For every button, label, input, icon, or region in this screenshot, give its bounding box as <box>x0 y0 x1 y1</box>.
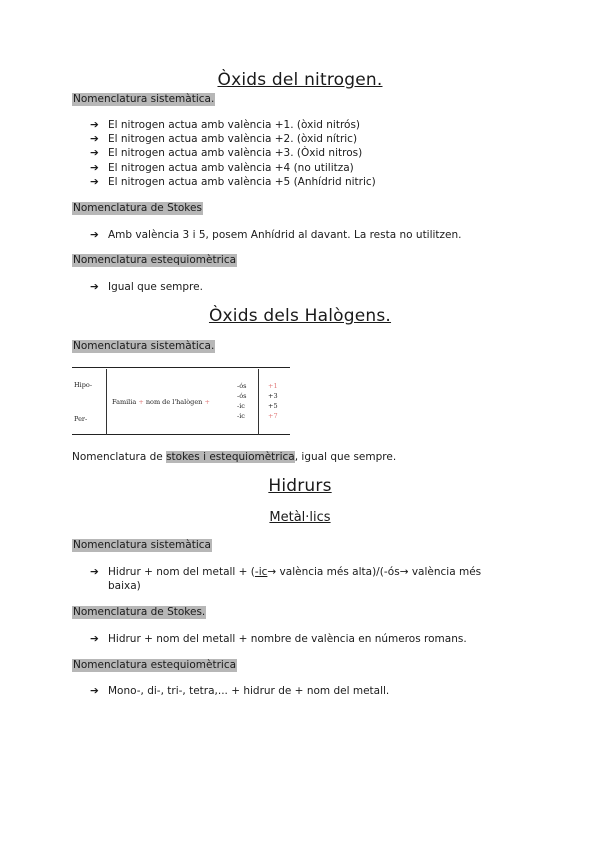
valence-cell: +5 <box>268 402 278 410</box>
arrow-icon: ➔ <box>90 161 99 174</box>
suffix-ic: -ic <box>254 566 268 578</box>
list-item <box>90 228 570 242</box>
valence-cell: +3 <box>268 392 278 400</box>
list-item <box>90 565 520 593</box>
heading-nitrogen-sistematica: Nomenclatura sistemàtica. <box>73 93 215 105</box>
arrow-icon: ➔ <box>90 229 99 241</box>
list-item-text: baixa) <box>108 580 141 593</box>
valence-cell: +7 <box>268 412 278 420</box>
note-suffix: , igual que sempre. <box>294 451 397 463</box>
list-item-text: Igual que sempre. <box>108 281 203 293</box>
list-item <box>90 118 530 132</box>
prefix-hipo: Hipo- <box>74 381 93 389</box>
title-oxids-nitrogen: Òxids del nitrogen. <box>217 70 383 90</box>
plus-sign: + <box>204 398 210 406</box>
heading-hidrurs-sistematica: Nomenclatura sistemàtica <box>73 539 211 551</box>
list-item <box>90 132 530 146</box>
list-nitrogen-estequiometrica <box>90 280 530 294</box>
list-hidrurs-estequiometrica <box>90 684 530 698</box>
arrow-icon: ➔ <box>90 175 99 188</box>
valence-cell: +1 <box>268 382 278 390</box>
arrow-icon: ➔ <box>90 685 99 697</box>
table-divider <box>258 369 259 435</box>
list-item-text: Hidrur + nom del metall + ( <box>108 566 255 578</box>
note-prefix: Nomenclatura de <box>72 451 167 463</box>
list-item-text: El nitrogen actua amb valència +5 (Anhídrid nitric) <box>108 175 376 188</box>
list-item-text: → valència més alta)/(-ós→ valència més <box>267 566 482 578</box>
list-item-text: Amb valència 3 i 5, posem Anhídrid al davant. La resta no utilitzen. <box>108 229 462 241</box>
list-item <box>90 146 530 160</box>
prefix-per: Per- <box>74 415 88 423</box>
list-nitrogen-stokes <box>90 228 570 242</box>
list-nitrogen-sistematica <box>90 118 530 189</box>
heading-nitrogen-stokes: Nomenclatura de Stokes <box>73 202 202 214</box>
arrow-icon: ➔ <box>90 633 99 645</box>
halogens-note <box>72 451 396 463</box>
arrow-icon: ➔ <box>90 147 99 160</box>
list-hidrurs-sistematica <box>90 565 520 593</box>
arrow-icon: ➔ <box>90 566 99 578</box>
list-item <box>90 684 530 698</box>
list-item-text: El nitrogen actua amb valència +3. (Òxid nitros) <box>108 147 363 160</box>
list-item-text: El nitrogen actua amb valència +1. (òxid nitrós) <box>108 119 361 131</box>
subtitle-metallics: Metàl·lics <box>269 510 331 525</box>
suffix-cell: -ic <box>237 402 245 410</box>
suffix-cell: -ós <box>237 382 247 390</box>
list-item <box>90 175 530 189</box>
list-item <box>90 280 530 294</box>
list-item <box>90 632 560 646</box>
familia-label <box>112 398 210 406</box>
plus-sign: + <box>138 398 144 406</box>
title-oxids-halogens: Òxids dels Halògens. <box>208 306 392 326</box>
heading-halogens-sistematica: Nomenclatura sistemàtica. <box>73 340 215 352</box>
nom-halogen-text: nom de l'halògen <box>145 398 203 406</box>
arrow-icon: ➔ <box>90 281 99 293</box>
list-item <box>90 161 530 175</box>
arrow-icon: ➔ <box>90 119 99 131</box>
suffix-cell: -ic <box>237 412 245 420</box>
arrow-icon: ➔ <box>90 133 99 146</box>
familia-text: Familia <box>112 398 137 406</box>
list-item-text: Hidrur + nom del metall + nombre de valència en números romans. <box>108 633 467 645</box>
list-hidrurs-stokes <box>90 632 560 646</box>
heading-hidrurs-estequiometrica: Nomenclatura estequiomètrica <box>73 659 237 671</box>
heading-nitrogen-estequiometrica: Nomenclatura estequiomètrica <box>73 254 237 266</box>
suffix-cell: -ós <box>237 392 247 400</box>
halogen-nomenclature-table <box>72 367 290 435</box>
table-divider <box>106 369 107 435</box>
list-item-text: El nitrogen actua amb valència +2. (òxid nítric) <box>108 133 358 146</box>
list-item-text: Mono-, di-, tri-, tetra,... + hidrur de + nom del metall. <box>108 685 390 697</box>
note-highlight: stokes i estequiomètrica <box>166 451 295 463</box>
heading-hidrurs-stokes: Nomenclatura de Stokes. <box>73 606 206 618</box>
title-hidrurs: Hidrurs <box>268 476 332 496</box>
list-item-text: El nitrogen actua amb valència +4 (no utilitza) <box>108 161 354 174</box>
